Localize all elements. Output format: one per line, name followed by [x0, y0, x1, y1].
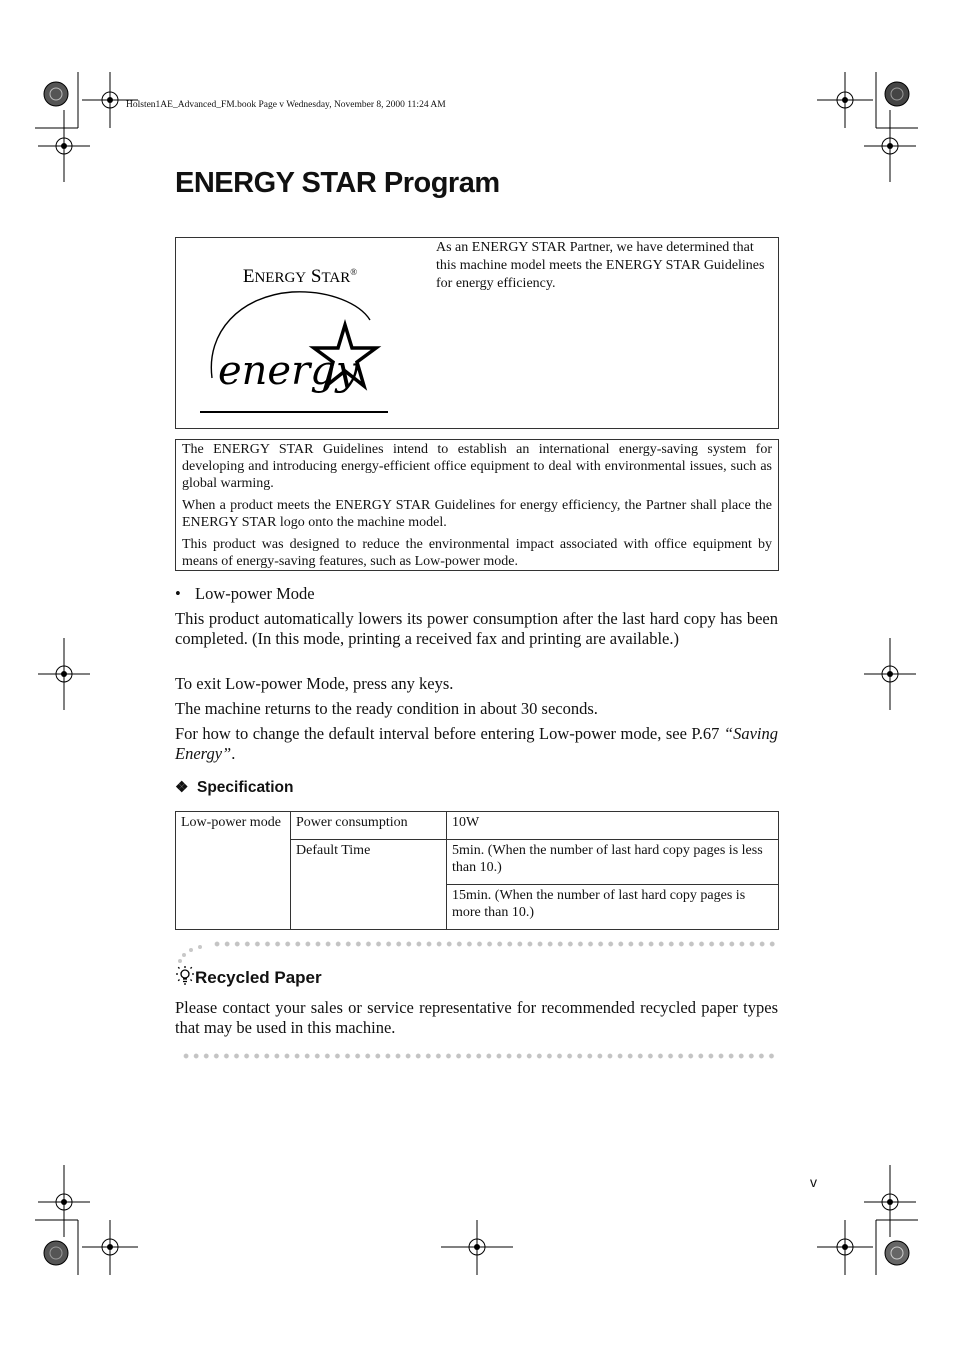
- note-dots-curve: [176, 945, 206, 963]
- body-paragraph: This product automatically lowers its power consumption after the last hard copy has been completed. (In this mode, printing a received fax and printing are available.): [175, 609, 778, 648]
- bullet-dot-icon: •: [175, 584, 181, 603]
- page-number: v: [810, 1174, 817, 1190]
- file-header: Holsten1AE_Advanced_FM.book Page v Wednesday, November 8, 2000 11:24 AM: [126, 100, 446, 110]
- guidelines-paragraph: The ENERGY STAR Guidelines intend to establish an international energy-saving system for developing and introducing energy-efficient office equipment to deal with environmental issues, such as global warming.: [182, 442, 772, 491]
- table-cell-value: 15min. (When the number of last hard copy pages is more than 10.): [447, 885, 779, 930]
- cross-reference-link[interactable]: “Saving Energy”: [175, 724, 778, 763]
- bullet-label: Low-power Mode: [195, 584, 315, 603]
- table-cell-label: Default Time: [291, 840, 447, 930]
- body-paragraph: To exit Low-power Mode, press any keys.: [175, 674, 454, 693]
- guidelines-box: [175, 439, 779, 571]
- specification-heading: [175, 778, 293, 797]
- guidelines-paragraph: When a product meets the ENERGY STAR Guidelines for energy efficiency, the Partner shall place the ENERGY STAR logo onto the machine model.: [182, 498, 772, 530]
- logo-wordmark: ENERGY STAR®: [242, 266, 358, 287]
- note-bottom-rule: [181, 1052, 778, 1060]
- note-heading-text: Recycled Paper: [195, 968, 322, 987]
- table-cell-mode: Low-power mode: [176, 812, 291, 930]
- note-top-rule: [212, 940, 778, 948]
- paragraph-text: For how to change the default interval before entering Low-power mode, see P.67: [175, 724, 724, 743]
- bullet-item: [175, 584, 315, 604]
- table-cell-value: 5min. (When the number of last hard copy pages is less than 10.): [447, 840, 779, 885]
- guidelines-paragraph: This product was designed to reduce the environmental impact associated with office equipment by means of energy-saving features, such as Low-power mode.: [182, 537, 772, 569]
- body-paragraph: [175, 724, 778, 764]
- page-title: ENERGY STAR Program: [175, 167, 500, 199]
- specification-table: [175, 811, 779, 930]
- table-cell-value: 10W: [447, 812, 779, 840]
- energy-star-logo: [200, 260, 400, 416]
- diamond-icon: ❖: [175, 779, 189, 796]
- specification-heading-text: Specification: [197, 779, 294, 796]
- table-row: [176, 812, 779, 840]
- body-paragraph: The machine returns to the ready condition in about 30 seconds.: [175, 699, 598, 718]
- energy-star-box: [175, 237, 779, 429]
- lightbulb-icon: [175, 966, 195, 986]
- logo-script: energy: [218, 348, 359, 394]
- partner-statement: As an ENERGY STAR Partner, we have determined that this machine model meets the ENERGY STAR Guidelines for energy efficiency.: [436, 240, 765, 291]
- note-paragraph: Please contact your sales or service representative for recommended recycled paper types that may be used in this machine.: [175, 998, 778, 1037]
- table-cell-label: Power consumption: [291, 812, 447, 840]
- note-heading: [175, 966, 322, 988]
- paragraph-end: .: [231, 744, 236, 763]
